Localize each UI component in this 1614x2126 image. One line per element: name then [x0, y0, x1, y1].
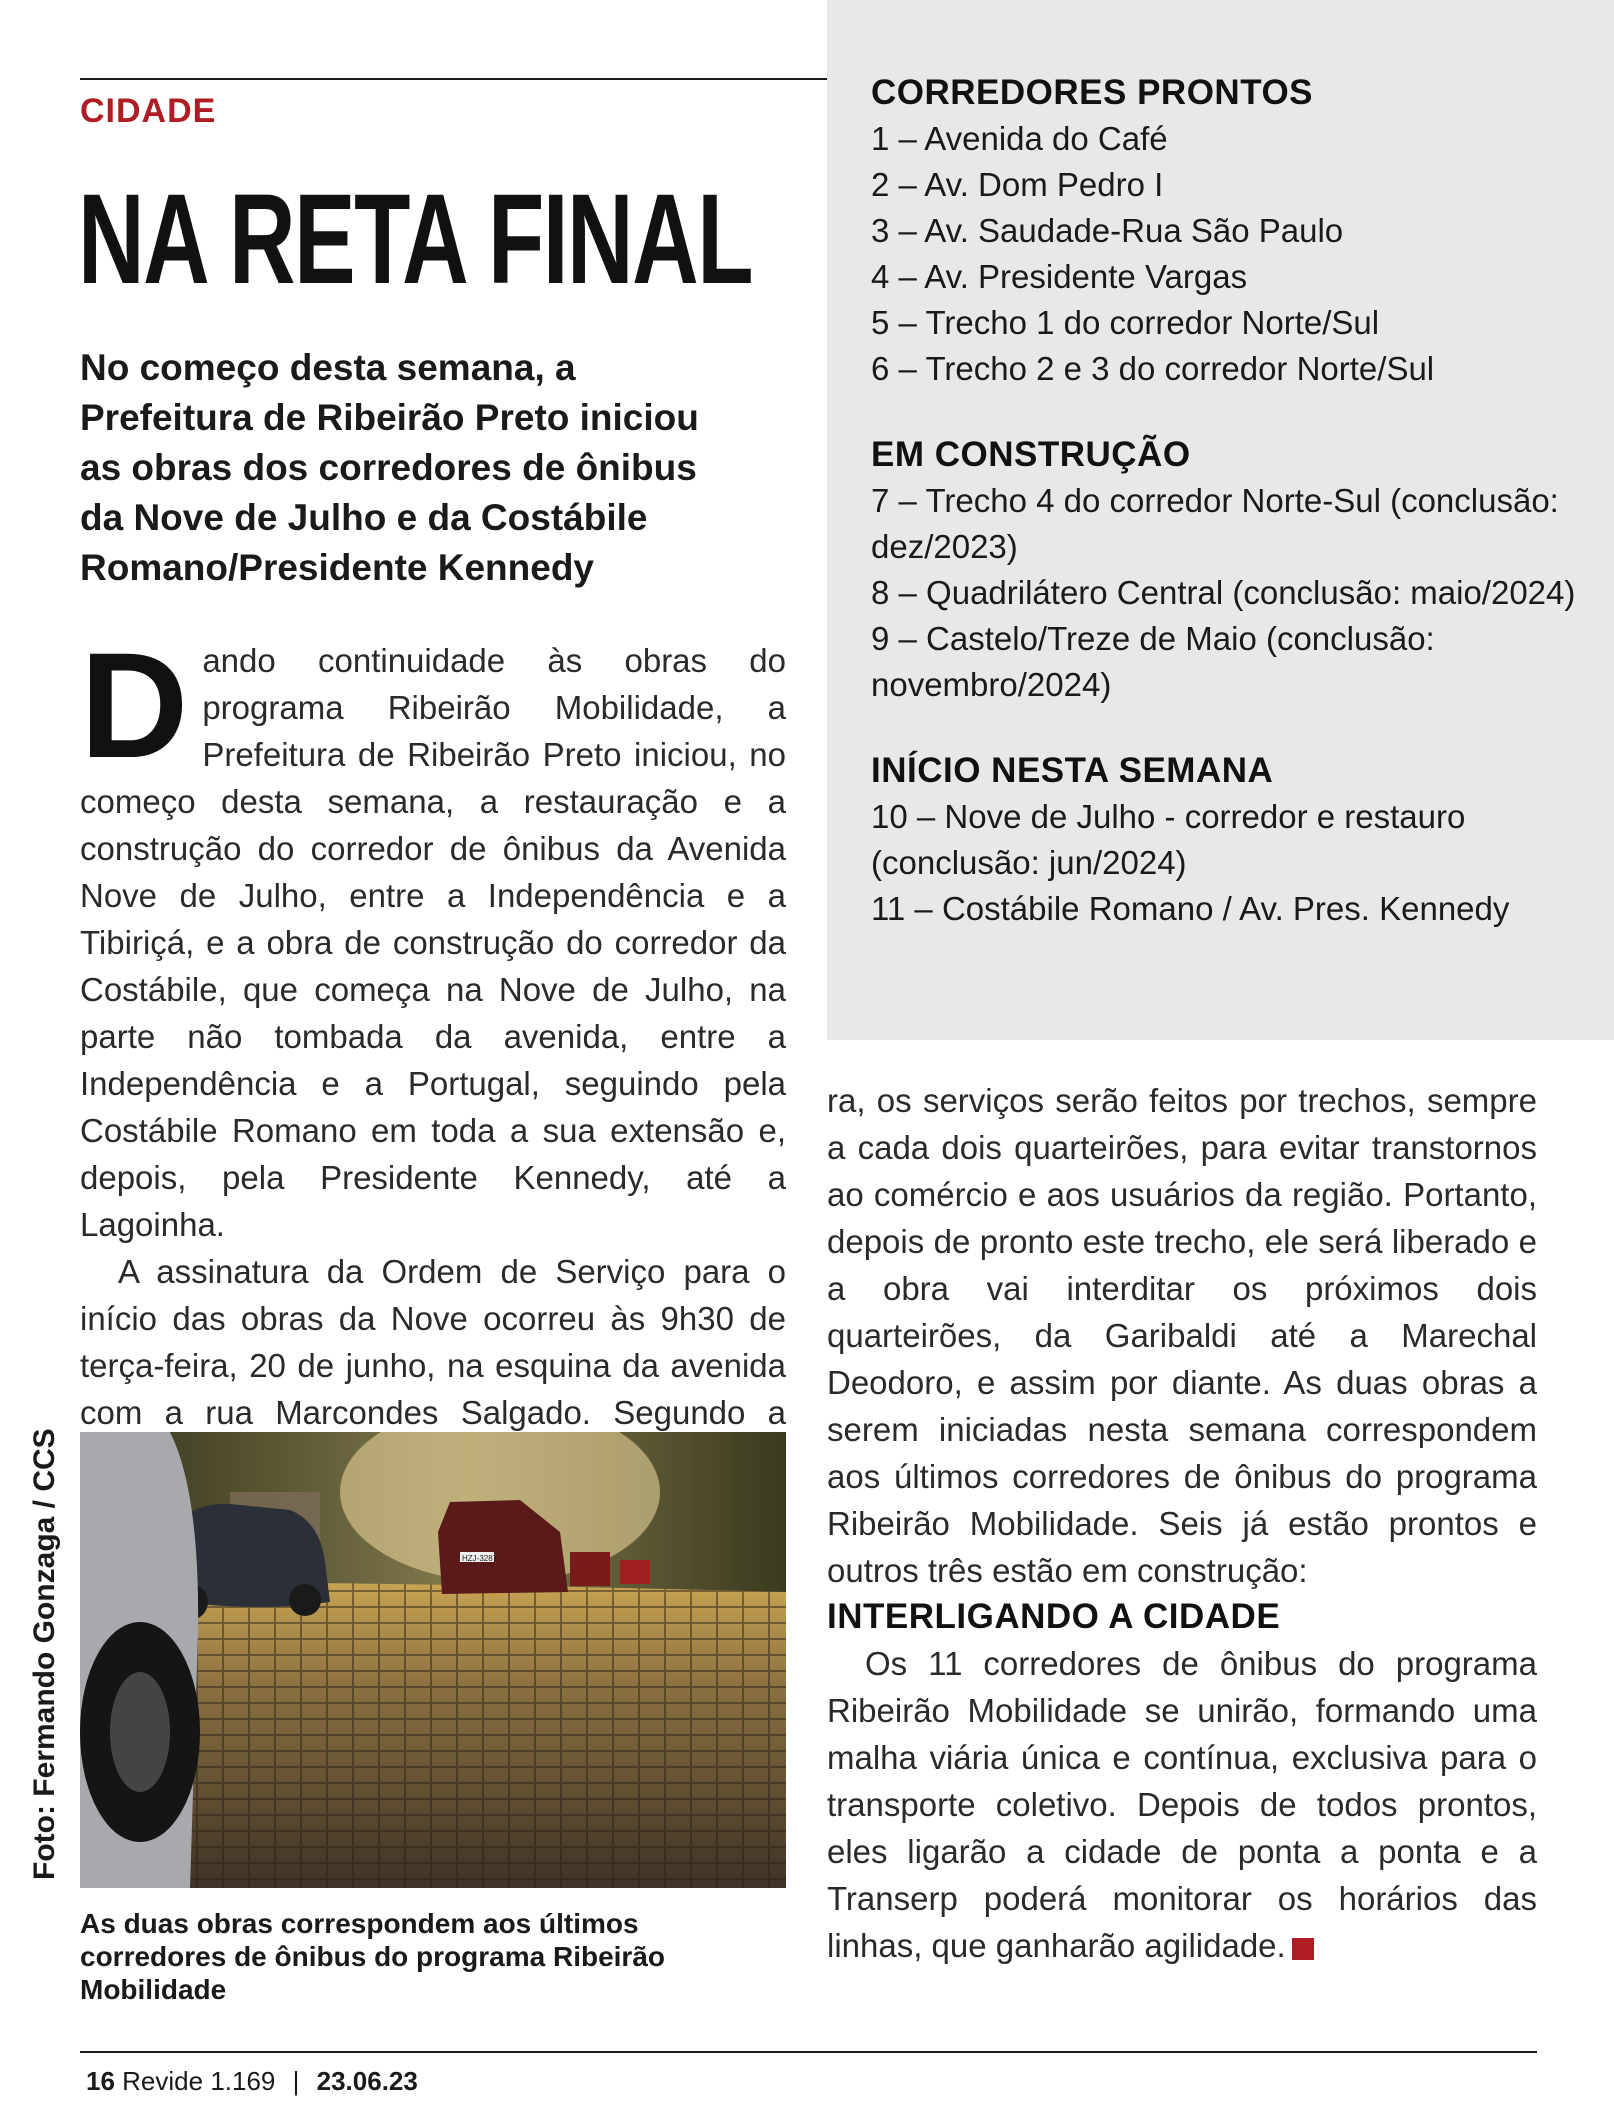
body-paragraph-1 — [80, 621, 786, 1248]
sidebar-list-item: 7 – Trecho 4 do corredor Norte-Sul (conclusão: dez/2023) — [871, 482, 1559, 565]
sidebar-list-item: 5 – Trecho 1 do corredor Norte/Sul — [871, 304, 1380, 341]
body-paragraph-1-text: ando continuidade às obras do programa Ribeirão Mobilidade, a Prefeitura de Ribeirão Preto iniciou, no começo desta semana, a restauração e a construção do corredor de ônibus da Avenida Nove de Julho, entre a Independência e a Tibiriçá, e a obra de construção do corredor da Costábile, que começa na Nove de Julho, na parte não tombada da avenida, entre a Independência e a Portugal, seguindo pela Costábile Romano em toda a sua extensão e, depois, pela Presidente Kennedy, até a Lagoinha. — [80, 642, 786, 1243]
sidebar-heading: EM CONSTRUÇÃO — [871, 435, 1191, 474]
sidebar-list-item: 6 – Trecho 2 e 3 do corredor Norte/Sul — [871, 350, 1435, 387]
sidebar-list-item: 11 – Costábile Romano / Av. Pres. Kennedy — [871, 890, 1510, 927]
body-paragraph-2: A assinatura da Ordem de Serviço para o início das obras da Nove ocorreu às 9h30 de terça-feira, 20 de junho, na esquina da avenida com a rua Marcondes Salgado. Segundo a — [80, 1253, 786, 1431]
headline: NA RETA FINAL — [78, 168, 753, 311]
street-photo-image — [80, 1432, 786, 1888]
section-tag: CIDADE — [80, 92, 217, 130]
sidebar-heading: INÍCIO NESTA SEMANA — [871, 751, 1274, 790]
page-number: 16 — [86, 2066, 115, 2096]
sidebar-group-building — [871, 432, 1591, 708]
sidebar-list-item: 1 – Avenida do Café — [871, 120, 1168, 157]
magazine-issue: Revide 1.169 — [122, 2066, 276, 2096]
sidebar-group-ready — [871, 70, 1591, 392]
footer-separator: | — [292, 2066, 300, 2096]
deck: No começo desta semana, a Prefeitura de Ribeirão Preto iniciou as obras dos corredores de ônibus da Nove de Julho e da Costábile Romano/Presidente Kennedy — [80, 347, 699, 588]
body-column-left — [80, 621, 786, 1483]
footer-rule — [80, 2051, 1537, 2053]
sidebar-group-starting — [871, 748, 1591, 932]
subheading: INTERLIGANDO A CIDADE — [827, 1597, 1281, 1636]
sidebar-list-item: 10 – Nove de Julho - corredor e restauro (conclusão: jun/2024) — [871, 798, 1466, 881]
svg-text:HZJ-3287: HZJ-3287 — [462, 1554, 498, 1563]
body-paragraph-4 — [827, 1640, 1537, 1969]
sidebar-heading: CORREDORES PRONTOS — [871, 73, 1314, 112]
street-photo — [80, 1432, 786, 1888]
body-paragraph-4-text: Os 11 corredores de ônibus do programa Ribeirão Mobilidade se unirão, formando uma malha viária única e contínua, exclusiva para o transporte coletivo. Depois de todos prontos, eles ligarão a cidade de ponta a ponta e a Transerp poderá monitorar os horários das linhas, que ganharão agilidade. — [827, 1645, 1537, 1964]
sidebar-list-item: 2 – Av. Dom Pedro I — [871, 166, 1164, 203]
photo-credit: Foto: Fermando Gonzaga / CCS — [28, 1428, 61, 1880]
sidebar-box — [827, 0, 1614, 1040]
sidebar-list-item: 8 – Quadrilátero Central (conclusão: maio/2024) — [871, 574, 1576, 611]
issue-date: 23.06.23 — [316, 2066, 418, 2096]
body-paragraph-3: ra, os serviços serão feitos por trechos, sempre a cada dois quarteirões, para evitar transtornos ao comércio e aos usuários da região. Portanto, depois de pronto este trecho, ele será liberado e a obra vai interditar os próximos dois quarteirões, da Garibaldi até a Marechal Deodoro, e assim por diante. As duas obras a serem iniciadas nesta semana correspondem aos últimos corredores de ônibus do programa Ribeirão Mobilidade. Seis já estão prontos e outros três estão em construção: — [827, 1082, 1537, 1589]
top-rule — [80, 78, 828, 80]
body-column-right — [827, 1077, 1537, 1969]
end-mark-icon: R — [1292, 1938, 1314, 1960]
sidebar-list-item: 9 – Castelo/Treze de Maio (conclusão: novembro/2024) — [871, 620, 1435, 703]
photo-caption: As duas obras correspondem aos últimos corredores de ônibus do programa Ribeirão Mobilidade — [80, 1908, 666, 2005]
page-footer — [86, 2066, 418, 2097]
drop-cap: D — [80, 621, 189, 789]
sidebar-list-item: 4 – Av. Presidente Vargas — [871, 258, 1248, 295]
sidebar-list-item: 3 – Av. Saudade-Rua São Paulo — [871, 212, 1344, 249]
